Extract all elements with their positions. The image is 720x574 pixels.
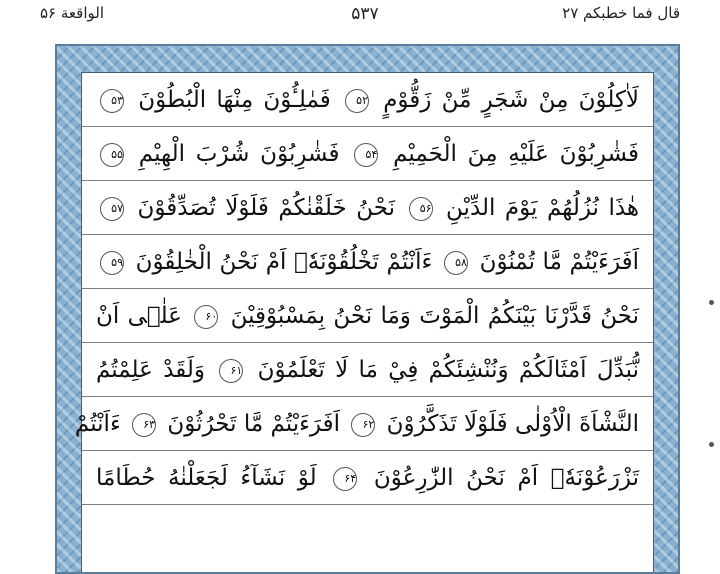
ayah-number-marker: ۵۷ [100,197,124,221]
verse-text: ءَاَنْتُمْ [74,411,121,437]
header-surah-name: الواقعة ۵۶ [40,4,104,22]
margin-mark [709,300,714,305]
verse-text: نَحْنُ خَلَقْنٰكُمْ فَلَوْلَا تُصَدِّقُوْنَ [137,195,395,221]
verse-text: اَفَرَءَيْتُمْ مَّا تَحْرُثُوْنَ [167,411,340,437]
verse-text: اَفَرَءَيْتُمْ مَّا تُمْنُوْنَ [479,249,640,275]
ayah-number-marker: ۶۱ [219,359,243,383]
ayah-number-marker: ۶۲ [351,413,375,437]
verse-text: فَمٰلِـُٔوْنَ مِنْهَا الْبُطُوْنَ [138,87,331,113]
ayah-number-marker: ۵۵ [100,143,124,167]
verse-text: لَاٰكِلُوْنَ مِنْ شَجَرٍ مِّنْ زَقُّوْمٍ [383,87,640,113]
header-surah-para: قال فما خطبکم ۲۷ [562,4,680,22]
text-line [82,451,653,505]
verse-text: نَحْنُ قَدَّرْنَا بَيْنَكُمُ الْمَوْتَ وَمَا نَحْنُ بِمَسْبُوْقِيْنَ [230,303,640,329]
text-line [82,289,653,343]
text-line [82,343,653,397]
verse-text: فَشٰرِبُوْنَ عَلَيْهِ مِنَ الْحَمِيْمِ [393,141,640,167]
text-line [74,397,653,451]
verse-text: عَلٰۤى اَنْ [96,303,182,329]
verse-text: وَلَقَدْ عَلِمْتُمُ [96,357,206,383]
ayah-number-marker: ۵۴ [354,143,378,167]
page-number: ۵۳۷ [351,4,379,24]
text-line [82,181,653,235]
text-line [82,73,653,127]
verse-text: هٰذَا نُزُلُهُمْ يَوْمَ الدِّيْنِ [446,195,640,221]
ayah-number-marker: ۶۳ [132,413,156,437]
verse-text: فَشٰرِبُوْنَ شُرْبَ الْهِيْمِ [138,141,340,167]
verse-text: نُّبَدِّلَ اَمْثَالَكُمْ وَنُنْشِئَكُمْ فِيْ مَا لَا تَعْلَمُوْنَ [257,357,640,383]
text-line [82,127,653,181]
ayah-number-marker: ۵۲ [345,89,369,113]
text-area [74,72,654,572]
text-line [82,235,653,289]
ayah-number-marker: ۵۸ [444,251,468,275]
margin-mark [709,442,714,447]
ayah-number-marker: ۵۶ [409,197,433,221]
verse-text: لَوْ نَشَآءُ لَجَعَلْنٰهُ حُطَامًا [96,465,317,491]
page-border-frame [55,44,680,574]
verse-text: تَزْرَعُوْنَهٗۤ اَمْ نَحْنُ الزّٰرِعُوْنَ [373,465,640,491]
verse-text: ءَاَنْتُمْ تَخْلُقُوْنَهٗۤ اَمْ نَحْنُ الْخٰلِقُوْنَ [135,249,433,275]
ayah-number-marker: ۶۴ [333,467,357,491]
ayah-number-marker: ۶۰ [194,305,218,329]
verse-text: النَّشْاَةَ الْاُوْلٰى فَلَوْلَا تَذَكَّرُوْنَ [386,411,639,437]
ayah-number-marker: ۵۹ [100,251,124,275]
ayah-number-marker: ۵۳ [100,89,124,113]
